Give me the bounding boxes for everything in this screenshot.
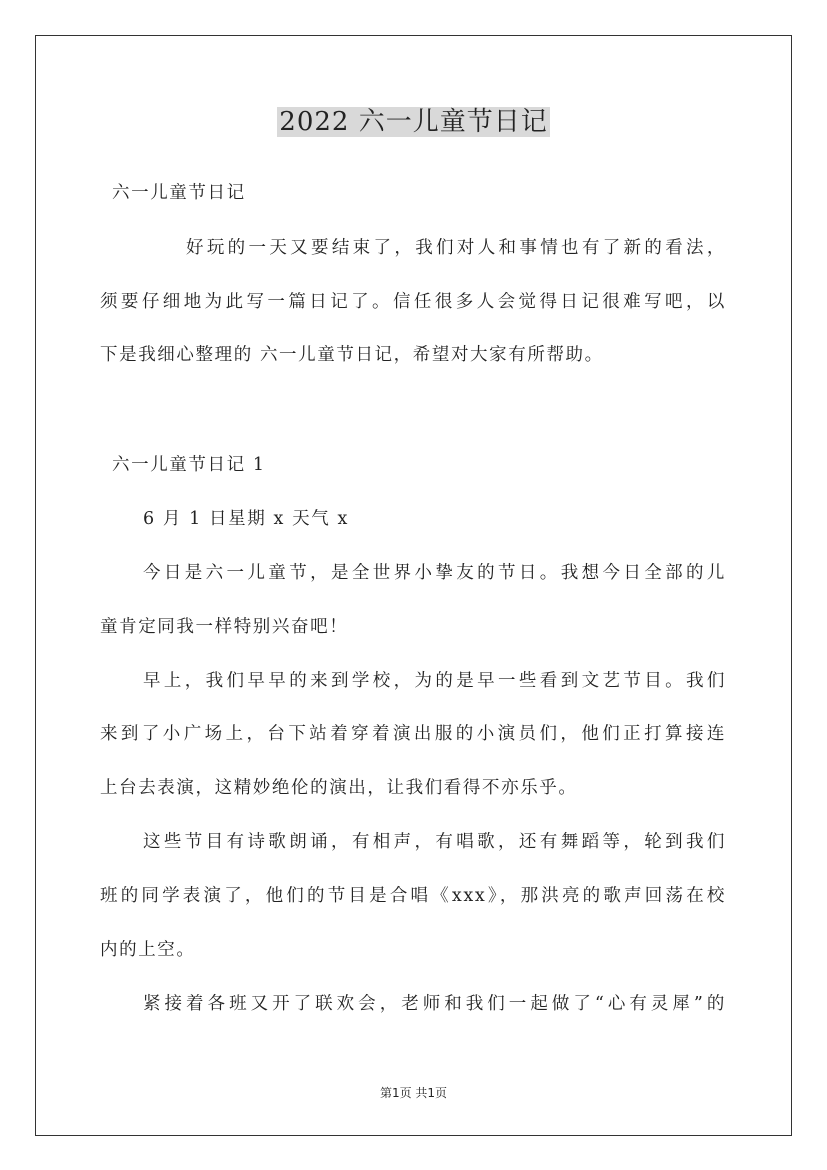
paragraph-line-3: 早上，我们早早的来到学校，为的是早一些看到文艺节目。我们	[143, 671, 726, 691]
section-heading: 六一儿童节日记 1	[112, 455, 266, 475]
intro-line-2: 须要仔细地为此写一篇日记了。信任很多人会觉得日记很难写吧，以	[100, 292, 726, 312]
paragraph-line-2: 童肯定同我一样特别兴奋吧！	[100, 617, 349, 637]
paragraph-line-6: 这些节目有诗歌朗诵，有相声，有唱歌，还有舞蹈等，轮到我们	[143, 832, 726, 852]
document-title	[0, 104, 827, 140]
paragraph-line-5: 上台去表演，这精妙绝伦的演出，让我们看得不亦乐乎。	[100, 778, 578, 798]
paragraph-line-1: 今日是六一儿童节，是全世界小挚友的节日。我想今日全部的儿	[143, 563, 726, 583]
date-line: 6 月 1 日星期 x 天气 x	[143, 509, 349, 529]
subtitle: 六一儿童节日记	[112, 183, 246, 203]
document-title-text: 2022 六一儿童节日记	[279, 107, 548, 137]
paragraph-line-4: 来到了小广场上，台下站着穿着演出服的小演员们，他们正打算接连	[100, 724, 726, 744]
paragraph-line-7: 班的同学表演了，他们的节目是合唱《xxx》，那洪亮的歌声回荡在校	[100, 886, 726, 906]
paragraph-line-8: 内的上空。	[100, 940, 196, 960]
intro-line-1: 好玩的一天又要结束了，我们对人和事情也有了新的看法，	[186, 238, 726, 258]
page-footer: 第1页 共1页	[379, 1086, 448, 1100]
paragraph-line-9: 紧接着各班又开了联欢会，老师和我们一起做了“心有灵犀”的	[143, 994, 726, 1014]
intro-line-3: 下是我细心整理的 六一儿童节日记，希望对大家有所帮助。	[100, 345, 604, 365]
